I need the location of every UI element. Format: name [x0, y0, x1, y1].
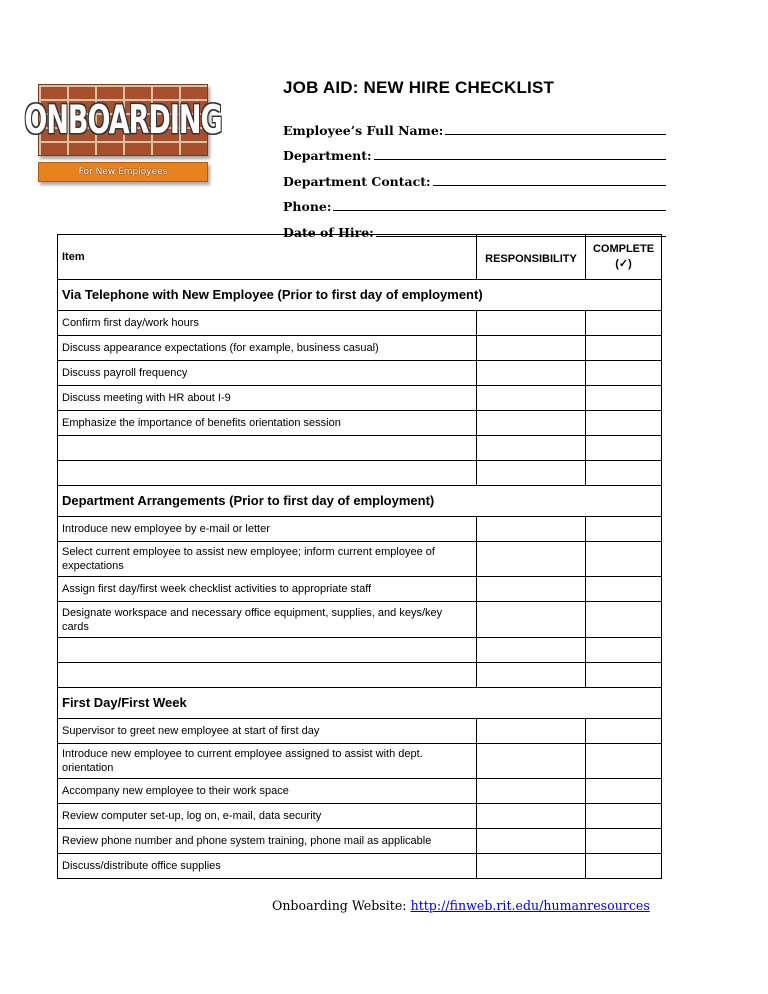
complete-cell[interactable]	[586, 542, 662, 577]
responsibility-cell[interactable]	[477, 542, 586, 577]
complete-cell[interactable]	[586, 386, 662, 411]
responsibility-cell[interactable]	[477, 779, 586, 804]
table-row	[58, 719, 662, 744]
task-cell: Discuss/distribute office supplies	[58, 854, 477, 879]
check-mark-icon: (✓)	[615, 258, 632, 270]
field-label: Date of Hire:	[283, 224, 374, 240]
table-row	[58, 361, 662, 386]
task-cell: Discuss payroll frequency	[58, 361, 477, 386]
table-row	[58, 804, 662, 829]
section-header-row	[58, 280, 662, 311]
complete-cell[interactable]	[586, 602, 662, 638]
task-cell: Confirm first day/work hours	[58, 311, 477, 336]
logo-brick-wall	[24, 84, 222, 156]
complete-cell[interactable]	[586, 336, 662, 361]
complete-cell[interactable]	[586, 719, 662, 744]
table-row	[58, 411, 662, 436]
responsibility-cell[interactable]	[477, 386, 586, 411]
table-row	[58, 854, 662, 879]
table-row	[58, 386, 662, 411]
complete-cell[interactable]	[586, 517, 662, 542]
logo-title: ONBOARDING	[24, 97, 222, 143]
responsibility-cell[interactable]	[477, 311, 586, 336]
section-title: Via Telephone with New Employee (Prior to first day of employment)	[58, 280, 662, 311]
full-name-line[interactable]	[445, 133, 666, 135]
section-header-row	[58, 486, 662, 517]
onboarding-website-link[interactable]: http://finweb.rit.edu/humanresources	[410, 898, 650, 913]
department-contact-line[interactable]	[433, 184, 666, 186]
table-row	[58, 779, 662, 804]
task-cell: Emphasize the importance of benefits orientation session	[58, 411, 477, 436]
task-cell: Review phone number and phone system training, phone mail as applicable	[58, 829, 477, 854]
complete-cell[interactable]	[586, 311, 662, 336]
table-row	[58, 311, 662, 336]
onboarding-logo	[24, 84, 222, 184]
field-label: Department:	[283, 148, 372, 164]
task-cell[interactable]	[58, 638, 477, 663]
complete-cell[interactable]	[586, 744, 662, 779]
header-complete-label: COMPLETE	[592, 243, 655, 255]
complete-cell[interactable]	[586, 829, 662, 854]
task-cell: Introduce new employee by e-mail or letter	[58, 517, 477, 542]
department-line[interactable]	[374, 158, 666, 160]
table-row	[58, 461, 662, 486]
responsibility-cell[interactable]	[477, 361, 586, 386]
responsibility-cell[interactable]	[477, 336, 586, 361]
table-row	[58, 542, 662, 577]
table-row	[58, 638, 662, 663]
responsibility-cell[interactable]	[477, 411, 586, 436]
responsibility-cell[interactable]	[477, 854, 586, 879]
responsibility-cell[interactable]	[477, 744, 586, 779]
responsibility-cell[interactable]	[477, 577, 586, 602]
footer	[272, 898, 650, 913]
responsibility-cell[interactable]	[477, 829, 586, 854]
table-row	[58, 517, 662, 542]
header-item: Item	[58, 235, 477, 280]
complete-cell[interactable]	[586, 804, 662, 829]
header-responsibility: RESPONSIBILITY	[477, 235, 586, 280]
field-full-name	[283, 112, 666, 138]
table-row	[58, 577, 662, 602]
complete-cell[interactable]	[586, 361, 662, 386]
field-phone	[283, 189, 666, 215]
task-cell[interactable]	[58, 663, 477, 688]
logo-subtitle: For New Employees	[78, 167, 168, 177]
responsibility-cell[interactable]	[477, 436, 586, 461]
responsibility-cell[interactable]	[477, 663, 586, 688]
task-cell[interactable]	[58, 461, 477, 486]
complete-cell[interactable]	[586, 638, 662, 663]
field-label: Department Contact:	[283, 173, 431, 189]
table-row	[58, 602, 662, 638]
complete-cell[interactable]	[586, 779, 662, 804]
task-cell: Assign first day/first week checklist activities to appropriate staff	[58, 577, 477, 602]
employee-info-form	[283, 112, 666, 240]
complete-cell[interactable]	[586, 854, 662, 879]
table-row	[58, 829, 662, 854]
task-cell[interactable]	[58, 436, 477, 461]
section-title: Department Arrangements (Prior to first day of employment)	[58, 486, 662, 517]
task-cell: Designate workspace and necessary office equipment, supplies, and keys/key cards	[58, 602, 477, 638]
field-department-contact	[283, 163, 666, 189]
section-title: First Day/First Week	[58, 688, 662, 719]
checklist-table	[57, 234, 662, 879]
field-label: Phone:	[283, 199, 332, 215]
field-label: Employee’s Full Name:	[283, 122, 444, 138]
complete-cell[interactable]	[586, 411, 662, 436]
section-header-row	[58, 688, 662, 719]
responsibility-cell[interactable]	[477, 804, 586, 829]
table-header-row	[58, 235, 662, 280]
task-cell: Discuss meeting with HR about I-9	[58, 386, 477, 411]
table-row	[58, 663, 662, 688]
responsibility-cell[interactable]	[477, 461, 586, 486]
phone-line[interactable]	[333, 209, 666, 211]
task-cell: Accompany new employee to their work space	[58, 779, 477, 804]
table-row	[58, 744, 662, 779]
task-cell: Review computer set-up, log on, e-mail, data security	[58, 804, 477, 829]
complete-cell[interactable]	[586, 436, 662, 461]
complete-cell[interactable]	[586, 461, 662, 486]
footer-label: Onboarding Website:	[272, 898, 407, 913]
responsibility-cell[interactable]	[477, 517, 586, 542]
page-title: JOB AID: NEW HIRE CHECKLIST	[283, 78, 555, 97]
complete-cell[interactable]	[586, 663, 662, 688]
task-cell: Select current employee to assist new employee; inform current employee of expectations	[58, 542, 477, 577]
logo-banner	[38, 162, 208, 182]
responsibility-cell[interactable]	[477, 638, 586, 663]
complete-cell[interactable]	[586, 577, 662, 602]
table-row	[58, 336, 662, 361]
task-cell: Introduce new employee to current employee assigned to assist with dept. orientation	[58, 744, 477, 779]
task-cell: Discuss appearance expectations (for example, business casual)	[58, 336, 477, 361]
table-row	[58, 436, 662, 461]
responsibility-cell[interactable]	[477, 602, 586, 638]
responsibility-cell[interactable]	[477, 719, 586, 744]
task-cell: Supervisor to greet new employee at start of first day	[58, 719, 477, 744]
field-department	[283, 138, 666, 164]
header-complete	[586, 235, 662, 280]
